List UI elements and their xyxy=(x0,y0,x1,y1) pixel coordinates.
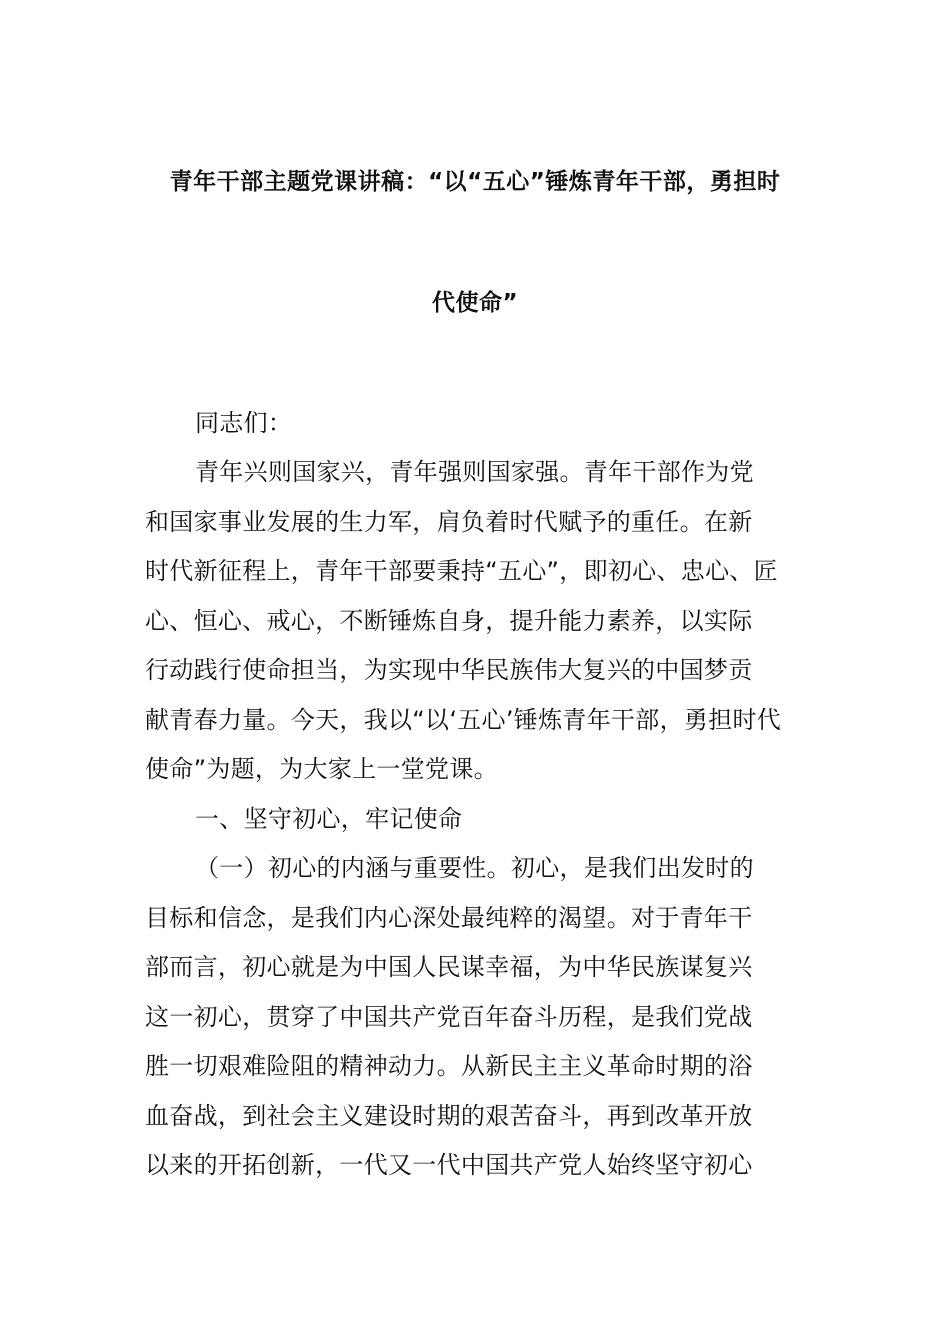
paragraph-line: 目标和信念，是我们内心深处最纯粹的渴望。对于青年干 xyxy=(145,904,753,932)
paragraph-line: 胜一切艰难险阻的精神动力。从新民主主义革命时期的浴 xyxy=(145,1052,753,1080)
paragraph-line: 时代新征程上，青年干部要秉持“五心”，即初心、忠心、匠 xyxy=(145,557,778,585)
paragraph-line: 这一初心，贯穿了中国共产党百年奋斗历程，是我们党战 xyxy=(145,1003,753,1031)
section-heading: 一、坚守初心，牢记使命 xyxy=(195,805,463,833)
paragraph-line: 使命”为题，为大家上一堂党课。 xyxy=(145,755,498,783)
paragraph-line: 青年兴则国家兴，青年强则国家强。青年干部作为党 xyxy=(195,458,754,486)
document-title-line-1: 青年干部主题党课讲稿：“以“五心”锤炼青年干部，勇担时 xyxy=(169,169,781,195)
paragraph-line: 以来的开拓创新，一代又一代中国共产党人始终坚守初心 xyxy=(145,1151,753,1179)
document-title-line-2: 代使命” xyxy=(431,290,519,316)
paragraph-line: （一）初心的内涵与重要性。初心，是我们出发时的 xyxy=(195,854,754,882)
paragraph-line: 献青春力量。今天，我以“以‘五心’锤炼青年干部，勇担时代 xyxy=(145,706,782,734)
paragraph-line: 心、恒心、戒心，不断锤炼自身，提升能力素养，以实际 xyxy=(145,607,753,635)
paragraph-line: 行动践行使命担当，为实现中华民族伟大复兴的中国梦贡 xyxy=(145,656,753,684)
salutation: 同志们： xyxy=(195,409,293,437)
paragraph-line: 和国家事业发展的生力军，肩负着时代赋予的重任。在新 xyxy=(145,508,753,536)
paragraph-line: 部而言，初心就是为中国人民谋幸福，为中华民族谋复兴 xyxy=(145,953,753,981)
paragraph-line: 血奋战，到社会主义建设时期的艰苦奋斗，再到改革开放 xyxy=(145,1102,753,1130)
